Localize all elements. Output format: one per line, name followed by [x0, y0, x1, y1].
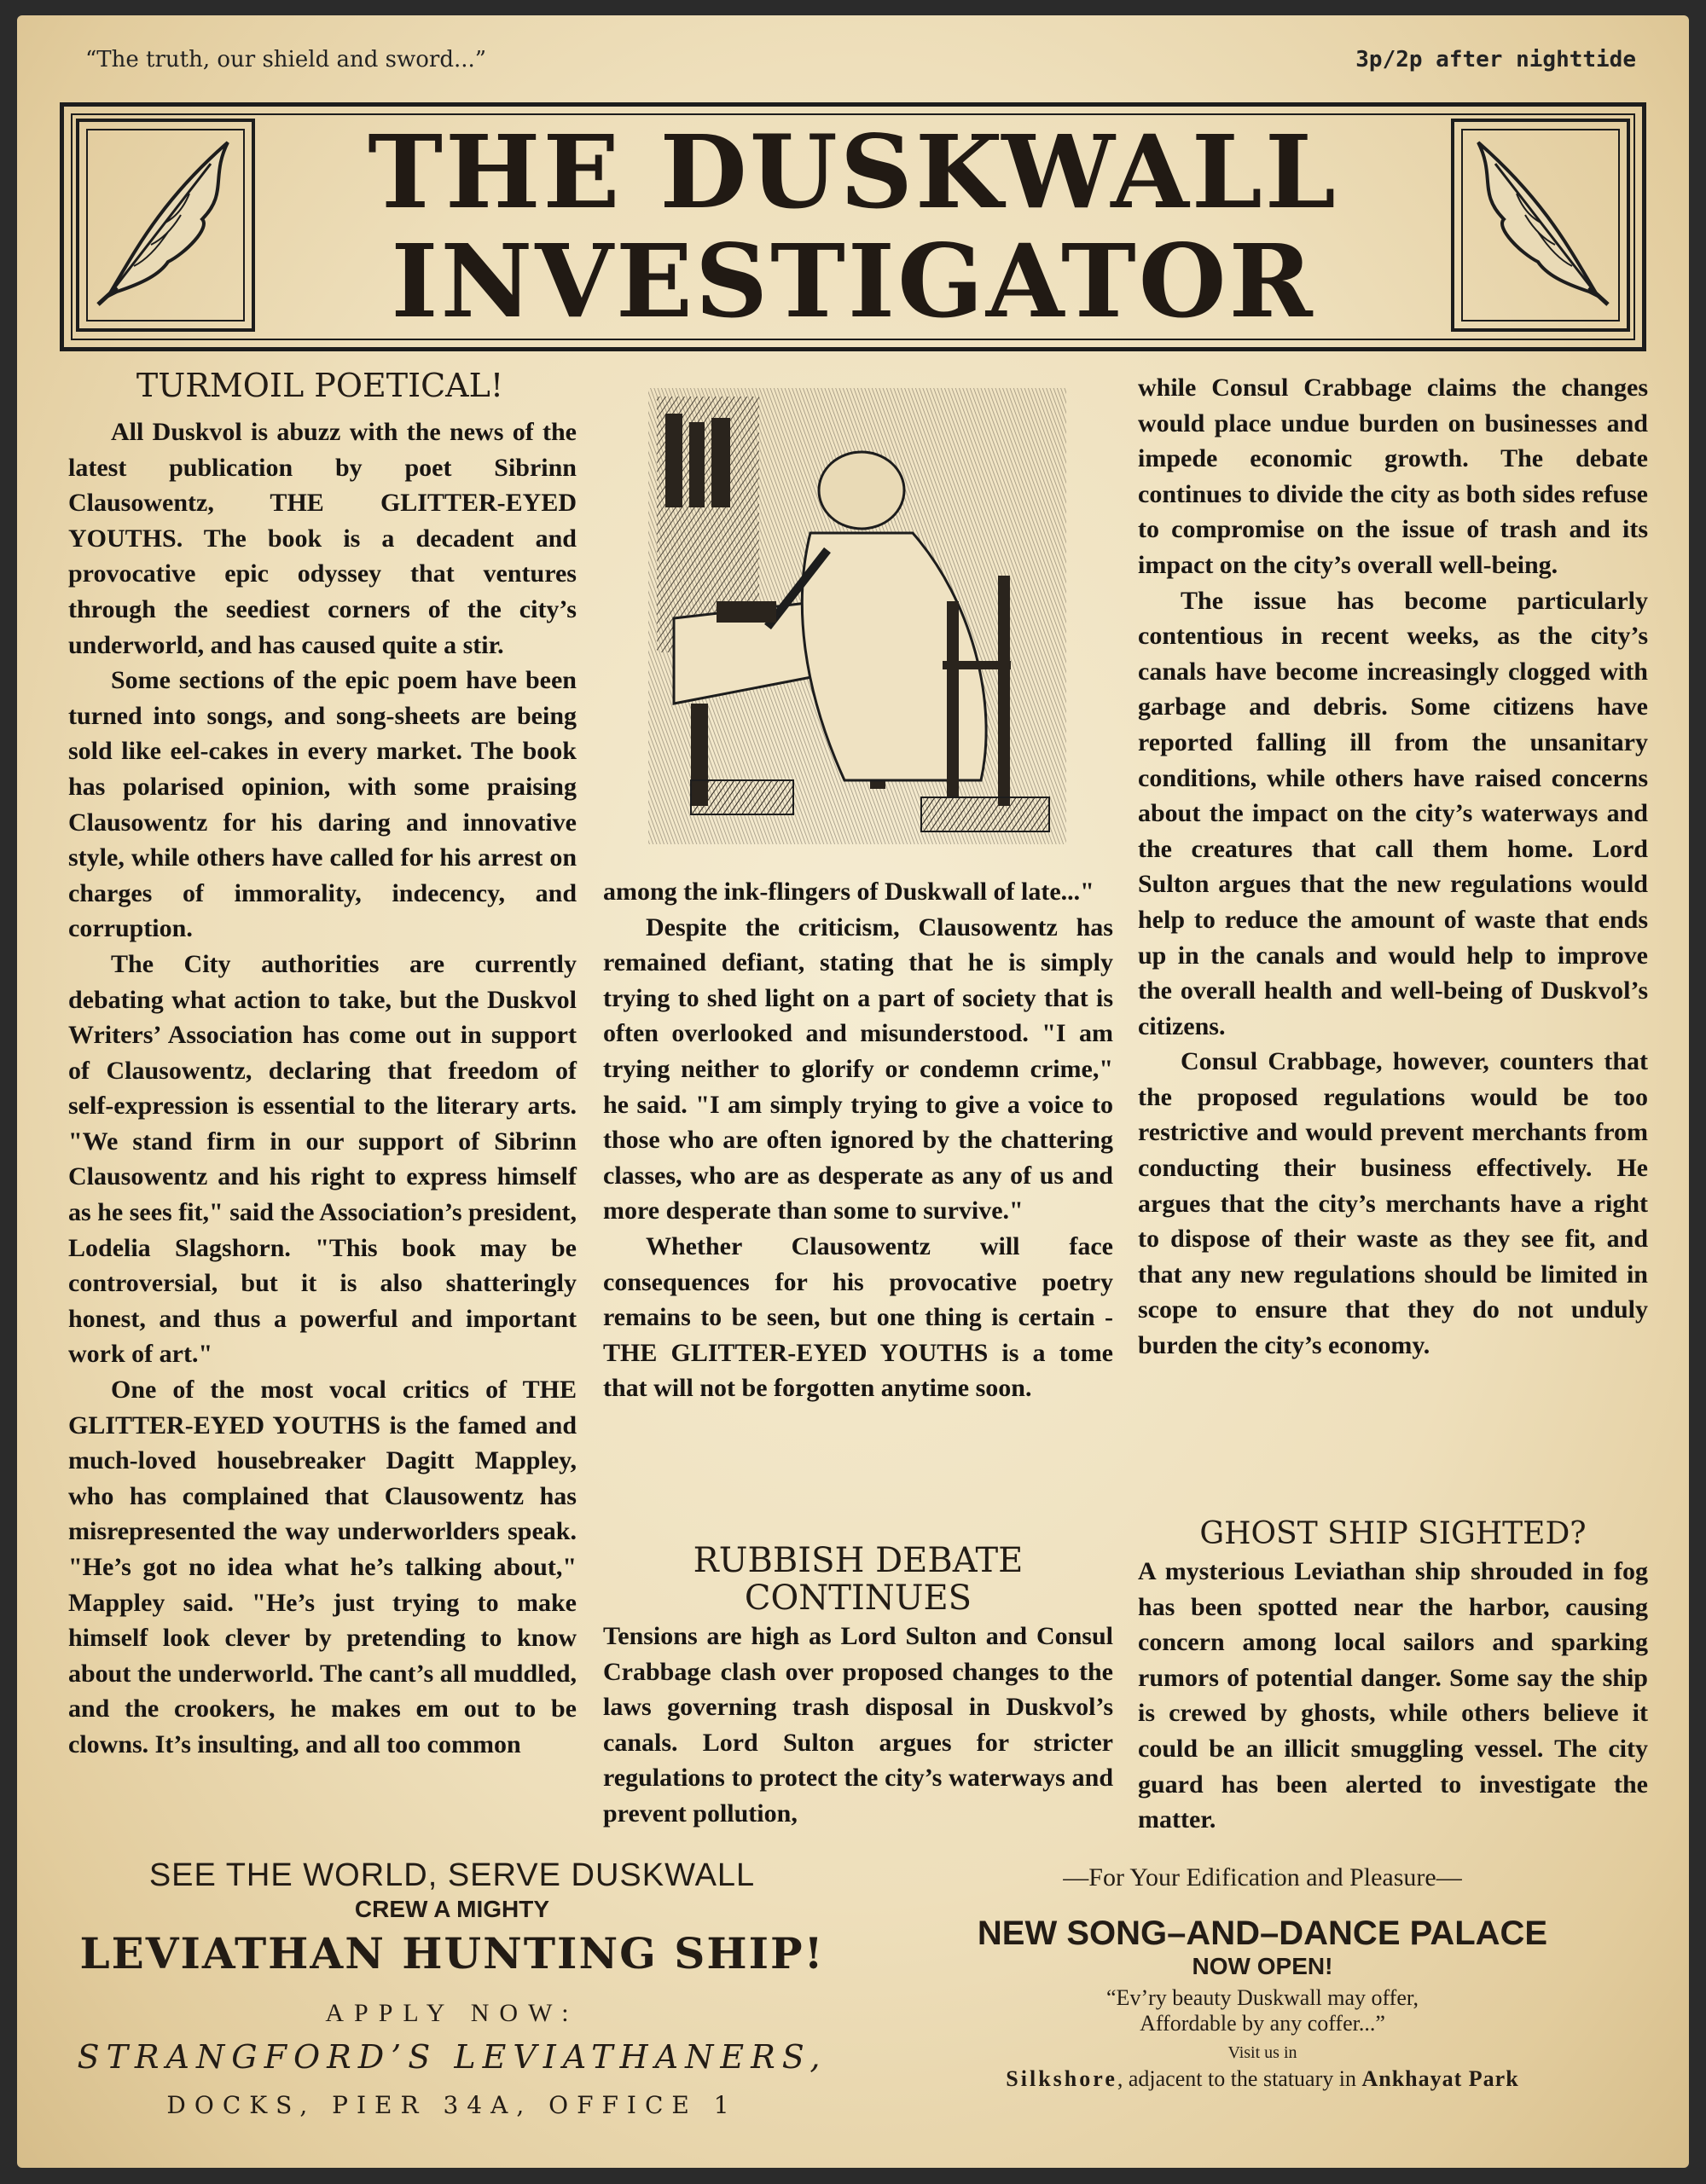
- paragraph: Consul Crabbage, however, counters that the proposed regulations would be too restrictive and would prevent merchants from conducting their business effectively. He argues that the city’s merchants have a right to dispose of their waste as they see fit, and that any new regulations should be limited in scope to ensure that they do not unduly burden the city’s economy.: [1138, 1047, 1648, 1360]
- ad-line: NEW SONG–AND–DANCE PALACE: [977, 1915, 1548, 1952]
- ad-line: DOCKS, PIER 34A, OFFICE 1: [166, 2091, 738, 2119]
- ad-line: Visit us in: [1227, 2043, 1297, 2062]
- headline-line: RUBBISH DEBATE: [693, 1541, 1024, 1580]
- article3-body: [1138, 1554, 1648, 1838]
- ad-address: [862, 2066, 1663, 2092]
- ad-song-and-dance: [862, 1863, 1663, 2092]
- article2-lead: [603, 1619, 1113, 1832]
- paragraph: Despite the criticism, Clausowentz has remained defiant, stating that he is simply trying to shed light on a part of society that is often overlooked and misunderstood. "I am trying neither to glorify or condemn crime," he said. "I am simply trying to give a voice to those who are often ignored by the chattering classes, who are as desperate as any of us and more desperate than some to survive.": [603, 912, 1113, 1225]
- paragraph: Some sections of the epic poem have been turned into songs, and song-sheets are being sold like eel-cakes in every market. The book has polarised opinion, with some praising Clausowentz for his daring and innovative style, while others have called for his arrest on charges of immorality, indecency, and corruption.: [68, 666, 577, 943]
- price: 3p/2p after nighttide: [1355, 47, 1636, 72]
- ad-line: —For Your Edification and Pleasure—: [1063, 1863, 1462, 1891]
- paragraph: The issue has become particularly contentious in recent weeks, as the city’s canals have become increasingly clogged with garbage and debris. Some citizens have reported falling ill from the unsanitary conditions, while others have raised concerns about the impact on the city’s waterways and the creatures that call them home. Lord Sulton argues that the new regulations would help to reduce the amount of waste that ends up in the canals and would help to improve the overall health and well-being of Duskvol’s citizens.: [1138, 586, 1648, 1040]
- article2-continuation: [1138, 370, 1648, 1364]
- paragraph: Tensions are high as Lord Sulton and Consul Crabbage clash over proposed changes to the laws governing trash disposal in Duskvol’s canals. Lord Sulton argues for stricter regulations to protect the city’s waterways and prevent pollution,: [603, 1622, 1113, 1828]
- ad-location: Silkshore: [1006, 2066, 1117, 2091]
- paragraph: Whether Clausowentz will face consequences for his provocative poetry remains to be seen, but one thing is certain - THE GLITTER-EYED YOUTHS is a tome that will not be forgotten anytime soon.: [603, 1231, 1113, 1403]
- ad-line: SEE THE WORLD, SERVE DUSKWALL: [148, 1857, 756, 1893]
- article1-continuation: [603, 874, 1113, 1406]
- ad-line: APPLY NOW:: [325, 1999, 579, 2027]
- ad-line: “Ev’ry beauty Duskwall may offer,: [1106, 1985, 1419, 2010]
- headline-rubbish: [603, 1542, 1113, 1617]
- headline-ghost-ship: GHOST SHIP SIGHTED?: [1199, 1516, 1587, 1551]
- paragraph: A mysterious Leviathan ship shrouded in fog has been spotted near the harbor, causing concern among local sailors and sparking rumors of potential danger. Some say the ship is crewed by ghosts, while others believe it could be an illicit smuggling vessel. The city guard has been alerted to investigate the matter.: [1138, 1557, 1648, 1834]
- ad-line: NOW OPEN!: [1192, 1953, 1333, 1979]
- article1-body: [68, 414, 577, 1763]
- motto: “The truth, our shield and sword...”: [85, 47, 487, 72]
- paragraph: among the ink-flingers of Duskwall of late...": [603, 878, 1094, 906]
- title-line1: THE DUSKWALL: [368, 113, 1338, 231]
- title-line2: INVESTIGATOR: [391, 222, 1315, 340]
- ad-line: CREW A MIGHTY: [354, 1896, 550, 1922]
- paragraph: while Consul Crabbage claims the changes would place undue burden on businesses and impede economic growth. The debate continues to divide the city as both sides refuse to compromise on the issue of trash and its impact on the city’s overall well-being.: [1138, 374, 1648, 579]
- headline-line: CONTINUES: [744, 1579, 972, 1618]
- ad-line: Affordable by any coffer...”: [1140, 2011, 1385, 2036]
- ad-leviathan: [68, 1857, 836, 2119]
- paragraph: One of the most vocal critics of THE GLITTER-EYED YOUTHS is the famed and much-loved housebreaker Dagitt Mappley, who has complained that Clausowentz has misrepresented the way underworlders speak. "He’s got no idea what he’s talking about," Mappley said. "He’s just trying to make himself look clever by pretending to know about the underworld. The cant’s all muddled, and the crookers, he makes em out to be clowns. It’s insulting, and all too common: [68, 1376, 577, 1758]
- paragraph: All Duskvol is abuzz with the news of the latest publication by poet Sibrinn Clausowentz, THE GLITTER-EYED YOUTHS. The book is a decadent and provocative epic odyssey that ventures through the seediest corners of the city’s underworld, and has caused quite a stir.: [68, 418, 577, 659]
- headline-turmoil: TURMOIL POETICAL!: [136, 367, 504, 404]
- ad-text: , adjacent to the statuary in: [1117, 2066, 1356, 2091]
- masthead: [60, 102, 1646, 351]
- ad-location: Ankhayat Park: [1361, 2066, 1519, 2091]
- writer-engraving-image: [640, 379, 1075, 853]
- ad-line: LEVIATHAN HUNTING SHIP!: [79, 1928, 825, 1978]
- paragraph: The City authorities are currently debating what action to take, but the Duskvol Writers’ Association has come out in support of Clausowentz, declaring that freedom of self-expression is essential to the literary arts. "We stand firm in our support of Sibrinn Clausowentz and his right to express himself as he sees fit," said the Association’s president, Lodelia Slagshorn. "This book may be controversial, but it is also shatteringly honest, and thus a powerful and important work of art.": [68, 949, 577, 1369]
- ad-line: STRANGFORD’S LEVIATHANERS,: [77, 2038, 827, 2076]
